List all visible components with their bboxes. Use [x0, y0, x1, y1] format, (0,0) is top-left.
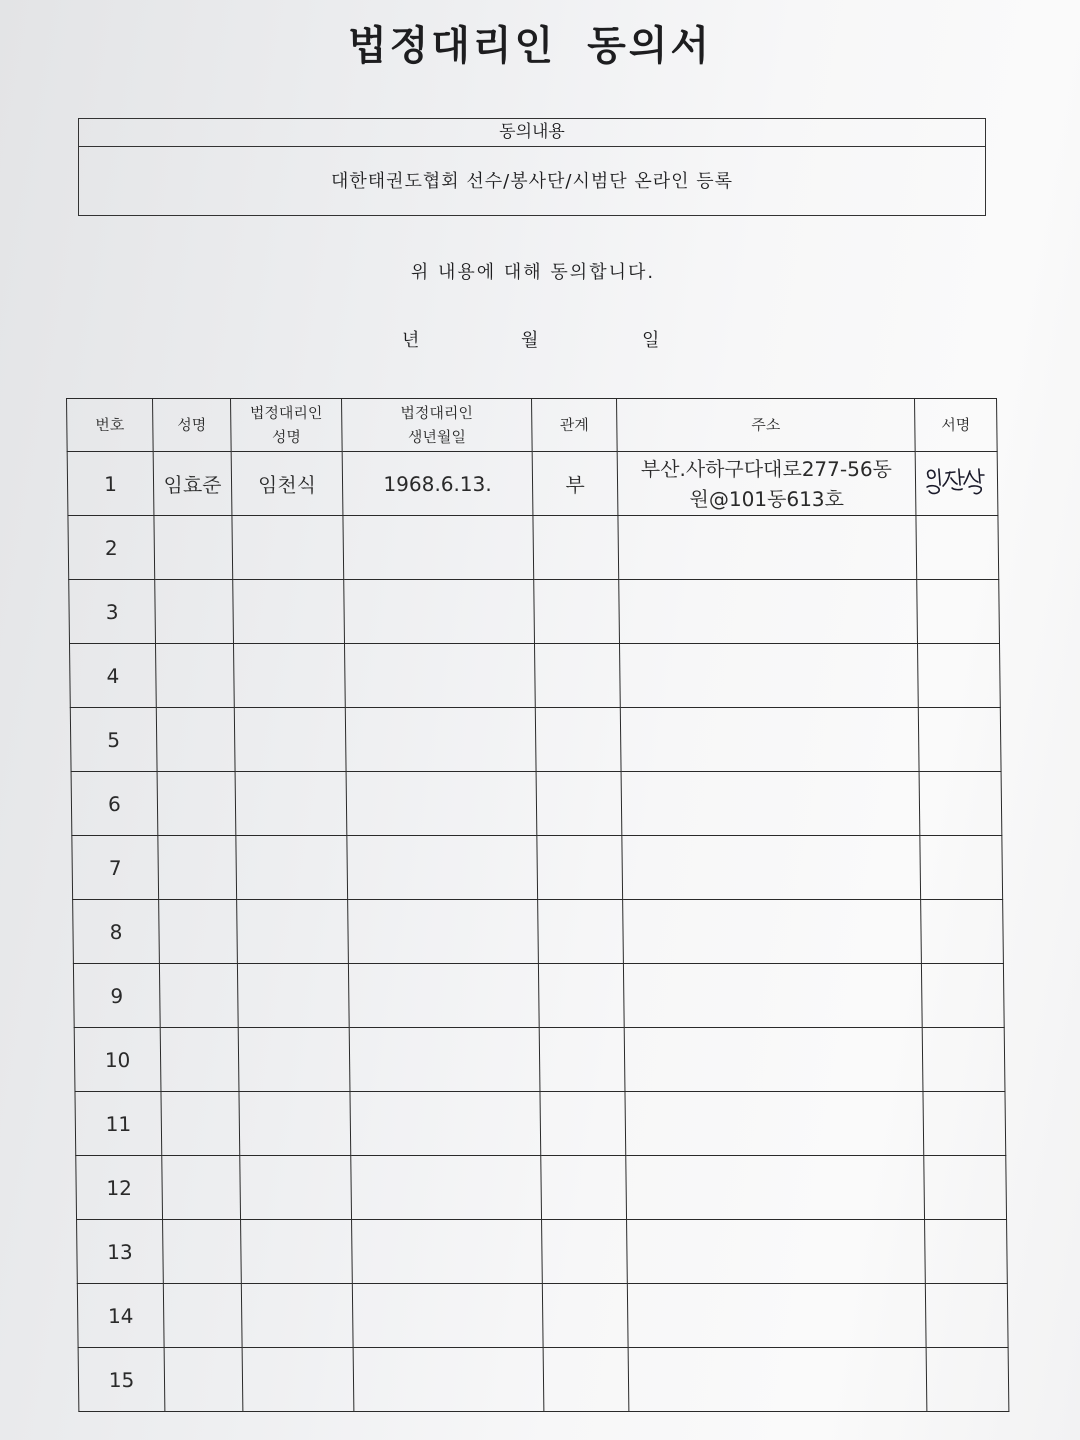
header-guardian-dob-line2: 생년월일	[407, 428, 467, 446]
table-row	[73, 964, 1004, 1028]
handwritten-signature	[921, 461, 991, 501]
table-row	[73, 900, 1004, 964]
row-number: 3	[69, 580, 156, 644]
header-relation: 관계	[532, 399, 618, 452]
agreement-statement: 위 내용에 대해 동의합니다.	[410, 262, 656, 283]
row-number: 7	[72, 836, 159, 900]
row-number: 11	[75, 1092, 162, 1156]
row-number: 5	[70, 708, 157, 772]
header-guardian-dob	[342, 399, 533, 452]
table-row	[72, 836, 1003, 900]
table-header-row	[67, 399, 998, 452]
table-row	[77, 1220, 1008, 1284]
guardian-table	[66, 398, 1009, 1412]
consent-content-header: 동의내용	[79, 119, 985, 147]
row-address	[617, 452, 916, 516]
table-row	[78, 1348, 1009, 1412]
table-row	[75, 1092, 1006, 1156]
table-row	[76, 1156, 1007, 1220]
row-guardian-name: 임천식	[231, 452, 343, 516]
consent-content-box	[78, 118, 986, 216]
table-row	[68, 516, 999, 580]
row-number: 12	[76, 1156, 163, 1220]
header-guardian-name-line1: 법정대리인	[249, 404, 323, 422]
table-row	[77, 1284, 1008, 1348]
row-number: 15	[78, 1348, 165, 1412]
header-name: 성명	[153, 399, 232, 452]
row-number: 10	[74, 1028, 161, 1092]
row-number: 1	[67, 452, 154, 516]
table-row	[70, 708, 1001, 772]
table-row	[67, 452, 998, 516]
page-title: 법정대리인 동의서	[347, 23, 713, 69]
table-row	[71, 772, 1002, 836]
row-address-line2: 원@101동613호	[689, 486, 845, 511]
row-address-line1: 부산.사하구다대로277-56동	[640, 456, 893, 481]
row-number: 4	[69, 644, 156, 708]
table-row	[74, 1028, 1005, 1092]
row-name: 임효준	[153, 452, 232, 516]
header-guardian-name	[231, 399, 343, 452]
row-number: 13	[77, 1220, 164, 1284]
row-number: 6	[71, 772, 158, 836]
table-row	[69, 644, 1000, 708]
row-number: 14	[77, 1284, 164, 1348]
header-guardian-name-line2: 성명	[271, 428, 302, 446]
table-row	[69, 580, 1000, 644]
header-guardian-dob-line1: 법정대리인	[400, 404, 474, 422]
row-signature	[915, 452, 998, 516]
header-address: 주소	[617, 399, 916, 452]
row-number: 2	[68, 516, 155, 580]
date-day-label: 일	[642, 330, 660, 351]
row-guardian-dob: 1968.6.13.	[342, 452, 533, 516]
date-year-label: 년	[402, 330, 420, 351]
date-month-label: 월	[521, 330, 539, 351]
row-number: 8	[73, 900, 160, 964]
row-relation: 부	[532, 452, 618, 516]
header-number: 번호	[67, 399, 154, 452]
row-number: 9	[73, 964, 160, 1028]
consent-content-text: 대한태권도협회 선수/봉사단/시범단 온라인 등록	[330, 171, 734, 192]
header-signature: 서명	[915, 399, 998, 452]
